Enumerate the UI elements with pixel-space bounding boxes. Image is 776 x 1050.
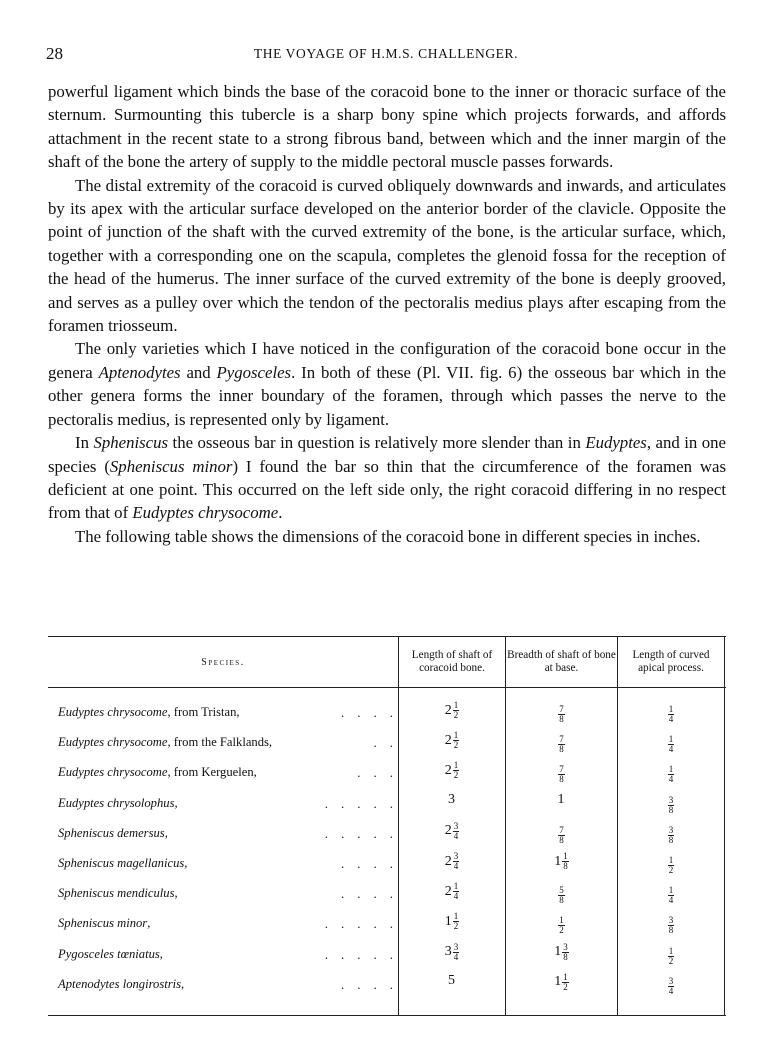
species-cell [58, 886, 178, 901]
table-row [48, 882, 726, 912]
denominator: 2 [453, 740, 459, 751]
apical-cell [618, 852, 724, 875]
numerator: 5 [559, 885, 564, 896]
fraction [558, 826, 565, 845]
species-locality: , from Tristan, [167, 705, 240, 719]
leader-dots: . . . . [341, 856, 393, 871]
column-divider [617, 637, 618, 687]
fraction [668, 705, 675, 724]
numerator: 1 [668, 734, 674, 745]
numerator: 3 [668, 824, 674, 835]
italic-name: Pygosceles [216, 362, 292, 382]
paragraph [48, 431, 726, 525]
numerator: 7 [559, 704, 564, 714]
numerator: 1 [453, 911, 459, 922]
length-cell [399, 882, 505, 901]
leader-dots: . . . . . [324, 946, 393, 962]
numerator: 1 [668, 945, 674, 956]
fraction [668, 796, 675, 815]
table-row [48, 912, 726, 942]
whole-number: 5 [448, 972, 455, 988]
numerator: 3 [453, 851, 459, 861]
apical-cell [618, 822, 724, 845]
apical-cell [618, 912, 724, 935]
breadth-cell [506, 943, 617, 962]
apical-cell [618, 792, 724, 815]
numerator: 1 [668, 885, 674, 896]
measurement-value [558, 886, 565, 905]
numerator: 1 [668, 704, 674, 714]
fraction [562, 973, 569, 992]
whole-number: 3 [448, 791, 455, 807]
text-run: and [180, 362, 217, 382]
species-cell [58, 735, 272, 750]
apical-cell [618, 943, 724, 966]
numerator: 3 [668, 915, 674, 926]
page-number: 28 [46, 44, 63, 63]
numerator: 3 [453, 820, 459, 831]
denominator: 4 [453, 951, 459, 962]
table-row [48, 792, 726, 822]
fraction [558, 886, 565, 905]
italic-name: Aptenodytes [98, 362, 181, 382]
measurement-value [558, 826, 565, 845]
text-run: . In both of these (Pl. VII. fig. 6) the osseous bar which in the other genera forms the inner boundary of the foramen, through which passes the nerve to the pectoralis medius, is represented only by ligament. [48, 362, 726, 429]
whole-number: 1 [444, 913, 452, 929]
fraction [453, 912, 460, 931]
species-locality: , [174, 795, 178, 810]
denominator: 8 [559, 834, 564, 845]
measurement-value [445, 912, 460, 931]
fraction [453, 701, 460, 720]
apical-cell [618, 731, 724, 754]
species-locality: , [164, 825, 168, 840]
leader-dots: . . . . . [324, 825, 393, 841]
length-cell [399, 701, 505, 720]
length-cell [399, 731, 505, 750]
breadth-cell [506, 882, 617, 905]
measurement-value [668, 856, 675, 875]
measurement-value [445, 701, 460, 720]
whole-number: 2 [444, 853, 452, 869]
measurement-value [448, 792, 456, 808]
paragraph: powerful ligament which binds the base of the coracoid bone to the inner or thoracic surface of the sternum. Surmounting this tubercle is a sharp bony spine which projects forwards, and affords attachment in the recent state to a strong fibrous band, between which and the inner margin of the shaft of the bone the artery of supply to the middle pectoral muscle passes forwards. [48, 82, 726, 172]
measurement-value [668, 765, 675, 784]
numerator: 1 [453, 760, 459, 771]
measurement-value [668, 947, 675, 966]
species-name: Spheniscus minor [58, 916, 148, 931]
fraction [562, 852, 569, 871]
measurement-value [445, 822, 460, 841]
denominator: 4 [453, 891, 459, 902]
species-name: Eudyptes chrysocome [58, 735, 168, 750]
denominator: 8 [668, 925, 674, 936]
fraction [558, 705, 565, 724]
measurement-value [668, 826, 675, 845]
breadth-cell [506, 792, 617, 808]
italic-name: Spheniscus [93, 433, 169, 453]
measurement-value [554, 852, 569, 871]
length-cell [399, 852, 505, 871]
species-cell [58, 796, 178, 811]
denominator: 4 [453, 861, 459, 871]
fraction [453, 731, 460, 750]
fraction [453, 822, 460, 841]
measurement-value [445, 943, 460, 962]
measurement-value [558, 705, 565, 724]
apical-cell [618, 882, 724, 905]
column-divider [505, 637, 506, 687]
numerator: 7 [559, 764, 564, 775]
numerator: 1 [453, 730, 459, 741]
header-breadth: Breadth of shaft of bone at base. [507, 649, 616, 674]
running-title: THE VOYAGE OF H.M.S. CHALLENGER. [253, 46, 519, 61]
numerator: 1 [668, 855, 674, 865]
whole-number: 2 [444, 823, 452, 839]
table-row [48, 822, 726, 852]
whole-number: 1 [554, 944, 562, 960]
measurement-value [445, 852, 460, 871]
species-name: Spheniscus demersus [58, 825, 165, 840]
column-divider [724, 637, 725, 687]
table-row [48, 761, 726, 791]
italic-name: Eudyptes [585, 433, 647, 453]
denominator: 4 [453, 830, 459, 841]
fraction [558, 765, 565, 784]
fraction [562, 943, 569, 962]
denominator: 8 [563, 951, 568, 962]
header-species: Species. [201, 656, 245, 668]
body-text [48, 80, 726, 548]
species-cell [58, 826, 168, 841]
fraction [668, 826, 675, 845]
running-header [46, 44, 726, 66]
fraction [668, 735, 675, 754]
header-length: Length of shaft of coracoid bone. [411, 649, 493, 674]
text-run: The only varieties which I have noticed in the configuration of the coracoid bone occur in the genera [48, 339, 726, 382]
text-run: the osseous bar in question is relatively more slender than in [168, 433, 586, 453]
measurement-value [668, 977, 675, 996]
species-locality: , [147, 916, 151, 931]
text-run: In [75, 433, 94, 453]
breadth-cell [506, 973, 617, 992]
denominator: 2 [453, 710, 459, 720]
denominator: 4 [668, 774, 674, 785]
species-cell [58, 947, 163, 962]
numerator: 3 [668, 794, 674, 805]
fraction [668, 977, 675, 996]
column-divider [398, 637, 399, 687]
denominator: 8 [668, 804, 674, 815]
whole-number: 1 [554, 853, 562, 869]
length-cell [399, 761, 505, 780]
whole-number: 2 [444, 702, 452, 718]
length-cell [399, 943, 505, 962]
measurement-value [668, 735, 675, 754]
denominator: 8 [668, 834, 674, 845]
species-name: Pygosceles tœniatus [58, 946, 160, 961]
leader-dots: . . . . [341, 976, 393, 992]
coracoid-dimensions-table [48, 636, 726, 1016]
denominator: 8 [559, 714, 564, 724]
breadth-cell [506, 852, 617, 871]
fraction [453, 882, 460, 901]
species-name: Aptenodytes longirostris [58, 976, 182, 991]
whole-number: 2 [444, 883, 452, 899]
species-name: Spheniscus magellanicus [58, 856, 185, 870]
numerator: 1 [453, 700, 459, 710]
fraction [668, 765, 675, 784]
fraction [558, 916, 565, 935]
measurement-value [445, 731, 460, 750]
breadth-cell [506, 761, 617, 784]
species-locality: , [184, 856, 188, 870]
numerator: 3 [453, 941, 459, 952]
table-row [48, 943, 726, 973]
whole-number: 1 [554, 974, 562, 990]
whole-number: 2 [444, 732, 452, 748]
measurement-value [668, 796, 675, 815]
breadth-cell [506, 912, 617, 935]
whole-number: 3 [444, 944, 452, 960]
measurement-value [668, 886, 675, 905]
italic-name: Eudyptes chrysocome [132, 503, 279, 523]
whole-number: 2 [444, 762, 452, 778]
denominator: 2 [563, 981, 568, 992]
fraction [453, 761, 460, 780]
numerator: 1 [559, 915, 564, 926]
numerator: 1 [668, 764, 674, 775]
leader-dots: . . . . . [324, 795, 393, 811]
species-locality: , from Kerguelen, [167, 765, 257, 780]
species-name: Eudyptes chrysocome [58, 765, 168, 780]
leader-dots: . . . . . [324, 916, 393, 932]
species-cell [58, 705, 240, 720]
species-name: Eudyptes chrysocome [58, 705, 168, 719]
apical-cell [618, 761, 724, 784]
species-cell [58, 977, 184, 992]
length-cell [399, 822, 505, 841]
header-rule [48, 687, 726, 688]
text-run: . [278, 503, 283, 523]
fraction [453, 852, 460, 871]
header-apical: Length of curved apical process. [632, 649, 710, 674]
breadth-cell [506, 822, 617, 845]
length-cell [399, 912, 505, 931]
fraction [668, 916, 675, 935]
denominator: 4 [668, 895, 674, 906]
apical-cell [618, 701, 724, 724]
denominator: 8 [559, 744, 564, 755]
table-row [48, 701, 726, 731]
leader-dots: . . . [357, 765, 393, 781]
leader-dots: . . . . [341, 705, 393, 720]
species-name: Eudyptes chrysolophus [58, 795, 175, 810]
species-locality: , [174, 886, 178, 901]
denominator: 8 [559, 774, 564, 785]
paragraph: The following table shows the dimensions of the coracoid bone in different species in inches. [75, 526, 701, 546]
measurement-value [554, 973, 569, 992]
measurement-value [558, 765, 565, 784]
table-row [48, 852, 726, 882]
numerator: 1 [563, 971, 568, 982]
length-cell [399, 973, 505, 989]
species-locality: , [181, 976, 185, 991]
measurement-value [558, 916, 565, 935]
species-cell [58, 916, 150, 931]
denominator: 2 [668, 955, 674, 966]
denominator: 4 [668, 744, 674, 755]
text-run: ) I found the bar so thin that the circumference of the foramen was deficient at one point. This occurred on the left side only, the right coracoid differing in no respect from that of [48, 456, 726, 523]
measurement-value [558, 792, 566, 808]
denominator: 4 [668, 714, 674, 724]
species-locality: , from the Falklands, [167, 735, 273, 750]
species-cell [58, 765, 257, 780]
numerator: 3 [668, 975, 674, 986]
fraction [668, 886, 675, 905]
measurement-value [448, 973, 456, 989]
species-cell [58, 856, 187, 871]
paragraph: The distal extremity of the coracoid is curved obliquely downwards and inwards, and articulates by its apex with the articular surface developed on the anterior border of the clavicle. Opposite the point of junction of the shaft with the curved extremity of the bone, is the articular surface, which, together with a corresponding one on the scapula, completes the glenoid fossa for the reception of the head of the humerus. The inner surface of the curved extremity of the bone is deeply grooved, and serves as a pulley over which the tendon of the pectoralis medius plays after escaping from the foramen triosseum. [48, 175, 726, 336]
paragraph [48, 337, 726, 431]
whole-number: 1 [557, 791, 565, 807]
italic-name: Spheniscus minor [109, 456, 233, 476]
denominator: 8 [559, 895, 564, 906]
numerator: 3 [563, 941, 568, 952]
denominator: 8 [563, 861, 568, 871]
measurement-value [445, 761, 460, 780]
fraction [558, 735, 565, 754]
breadth-cell [506, 701, 617, 724]
measurement-value [554, 943, 569, 962]
denominator: 2 [668, 865, 674, 875]
measurement-value [668, 916, 675, 935]
species-name: Spheniscus mendiculus [58, 886, 175, 901]
table-row [48, 731, 726, 761]
numerator: 1 [453, 881, 459, 892]
table-row [48, 973, 726, 1003]
breadth-cell [506, 731, 617, 754]
leader-dots: . . . . [341, 886, 393, 902]
numerator: 1 [563, 851, 568, 861]
fraction [453, 943, 460, 962]
text-run: , and in one species ( [48, 433, 726, 476]
denominator: 2 [559, 925, 564, 936]
measurement-value [558, 735, 565, 754]
length-cell [399, 792, 505, 808]
denominator: 2 [453, 770, 459, 781]
numerator: 7 [559, 734, 564, 745]
apical-cell [618, 973, 724, 996]
measurement-value [668, 705, 675, 724]
measurement-value [445, 882, 460, 901]
denominator: 2 [453, 921, 459, 932]
species-locality: , [159, 946, 163, 961]
numerator: 7 [559, 824, 564, 835]
fraction [668, 856, 675, 875]
denominator: 4 [668, 985, 674, 996]
fraction [668, 947, 675, 966]
leader-dots: . . [373, 735, 393, 751]
